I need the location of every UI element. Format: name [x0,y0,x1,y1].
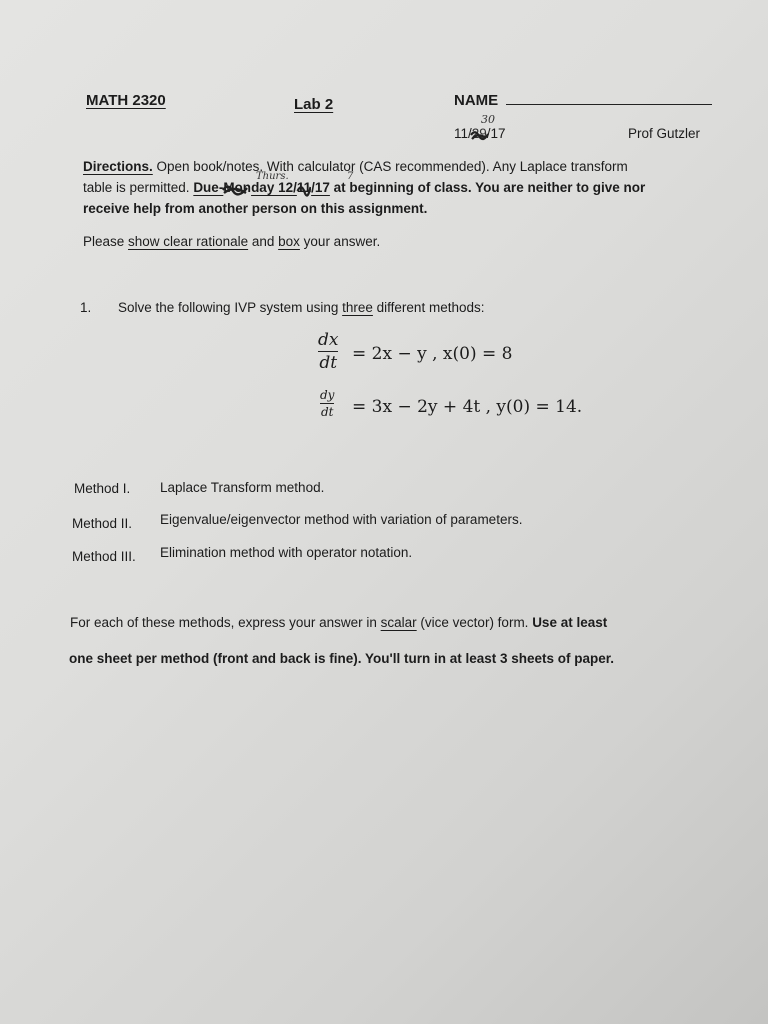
name-blank-line [506,104,712,105]
method-2-desc: Eigenvalue/eigenvector method with variation of parameters. [160,512,523,527]
dt-denominator-2: dt [320,405,334,419]
struck-day: 11 [296,180,312,195]
dx-numerator: dx [318,330,339,350]
struck-date-digits: 29 [471,126,487,141]
handwritten-thurs: Thurs. [256,171,289,182]
closing-line-1: For each of these methods, express your answer in scalar (vice vector) form. Use at least [70,615,608,630]
method-3-desc: Elimination method with operator notation. [160,545,413,560]
closing-line-2: one sheet per method (front and back is fine). You'll turn in at least 3 sheets of paper. [69,651,615,666]
directions-line-2: table is permitted. Due-Mon day 12/11 /17 at beginning of class. You are neither to give nor [83,180,646,195]
method-1-desc: Laplace Transform method. [160,480,325,495]
directions-label: Directions. [83,159,153,174]
please-instruction: Please show clear rationale and box your answer. [83,234,381,249]
professor-name: Prof Gutzler [628,126,701,141]
date-scribble [470,127,490,143]
equation-1-rhs: = 2x − y , x(0) = 8 [352,344,513,364]
problem-number: 1. [80,300,92,315]
day-scribble [296,181,311,197]
dy-dt-fraction [320,388,334,419]
equation-2-rhs: = 3x − 2y + 4t , y(0) = 14. [352,397,583,417]
weekday-scribble [221,180,252,197]
method-1-label: Method I. [74,481,131,496]
dy-numerator: dy [320,388,335,402]
name-label: NAME [454,92,499,109]
method-3-label: Method III. [72,549,136,564]
dt-denominator: dt [319,353,338,373]
lab-title: Lab 2 [294,96,334,113]
problem-statement: Solve the following IVP system using three different methods: [118,300,485,315]
struck-weekday: Mon [223,180,252,195]
method-2-label: Method II. [72,516,133,531]
directions-line-3: receive help from another person on this assignment. [83,201,428,216]
handwritten-date-correction: 30 [481,113,495,126]
course-title: MATH 2320 [86,92,166,109]
handwritten-seven: 7 [347,171,354,182]
directions-line-1: Directions. Open book/notes. With calculator (CAS recommended). Any Laplace transform [83,159,628,174]
dx-dt-fraction [318,330,338,373]
assigned-date: 11/29 /17 [454,126,506,141]
